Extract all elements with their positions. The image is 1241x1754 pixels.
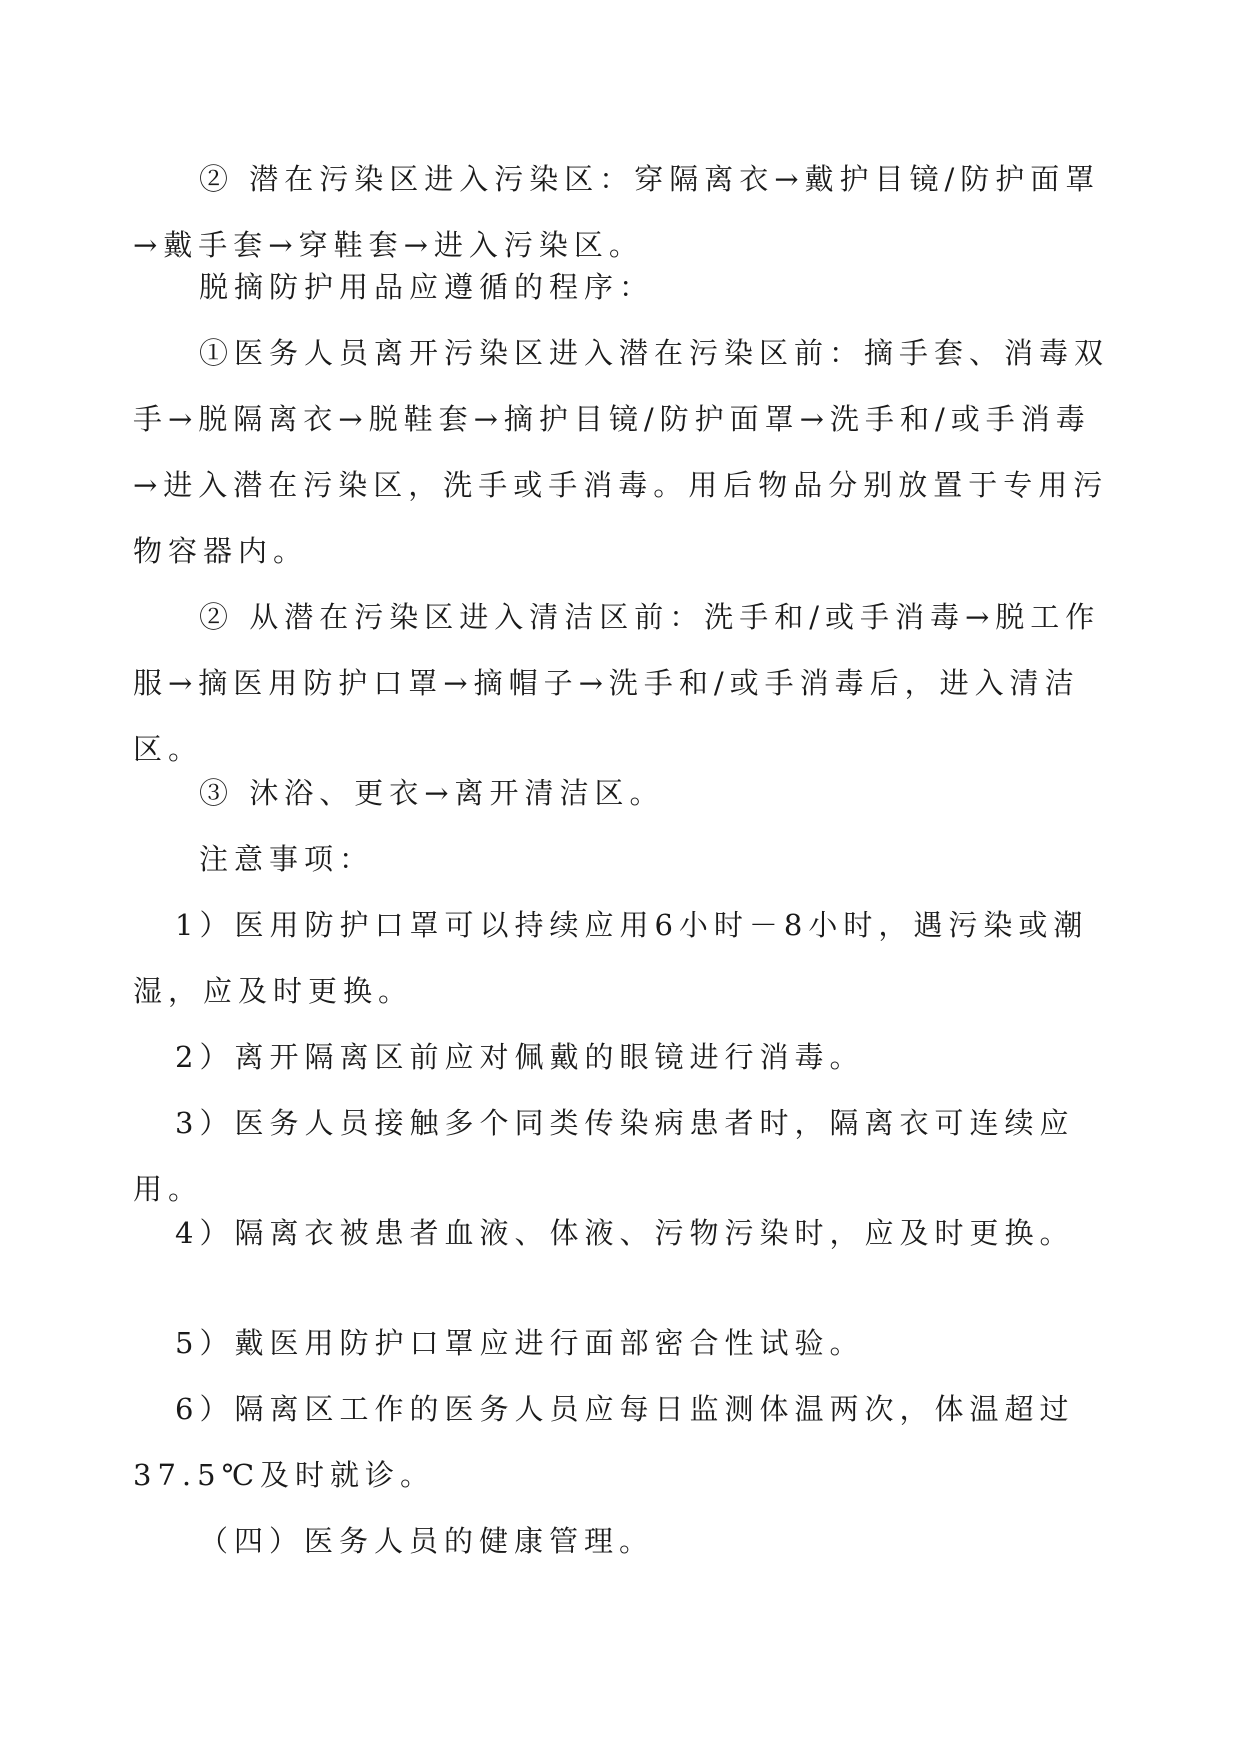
paragraph-precaution-3: 3）医务人员接触多个同类传染病患者时，隔离衣可连续应用。 xyxy=(133,1106,1075,1206)
paragraph-enter-clean-zone: ② 从潜在污染区进入清洁区前：洗手和/或手消毒→脱工作服→摘医用防护口罩→摘帽子→洗手和/或手消毒后，进入清洁区。 xyxy=(133,600,1101,766)
paragraph-precautions-heading: 注意事项： xyxy=(199,842,375,876)
paragraph-enter-contaminated-zone: ② 潜在污染区进入污染区：穿隔离衣→戴护目镜/防护面罩→戴手套→穿鞋套→进入污染区。 xyxy=(133,162,1101,262)
paragraph-doffing-procedure-heading: 脱摘防护用品应遵循的程序： xyxy=(199,270,655,304)
paragraph-precaution-5: 5）戴医用防护口罩应进行面部密合性试验。 xyxy=(175,1326,865,1360)
paragraph-section-four-heading: （四）医务人员的健康管理。 xyxy=(199,1524,655,1558)
paragraph-precaution-1: 1）医用防护口罩可以持续应用6小时－8小时，遇污染或潮湿，应及时更换。 xyxy=(133,908,1089,1008)
paragraph-precaution-6: 6）隔离区工作的医务人员应每日监测体温两次，体温超过37.5℃及时就诊。 xyxy=(133,1392,1075,1492)
paragraph-shower-leave-clean-zone: ③ 沐浴、更衣→离开清洁区。 xyxy=(199,776,665,810)
paragraph-leave-contaminated-zone: ①医务人员离开污染区进入潜在污染区前：摘手套、消毒双手→脱隔离衣→脱鞋套→摘护目镜/防护面罩→洗手和/或手消毒→进入潜在污染区，洗手或手消毒。用后物品分别放置于专用污物容器内。 xyxy=(133,336,1110,568)
paragraph-precaution-4: 4）隔离衣被患者血液、体液、污物污染时，应及时更换。 xyxy=(175,1216,1075,1250)
paragraph-precaution-2: 2）离开隔离区前应对佩戴的眼镜进行消毒。 xyxy=(175,1040,865,1074)
